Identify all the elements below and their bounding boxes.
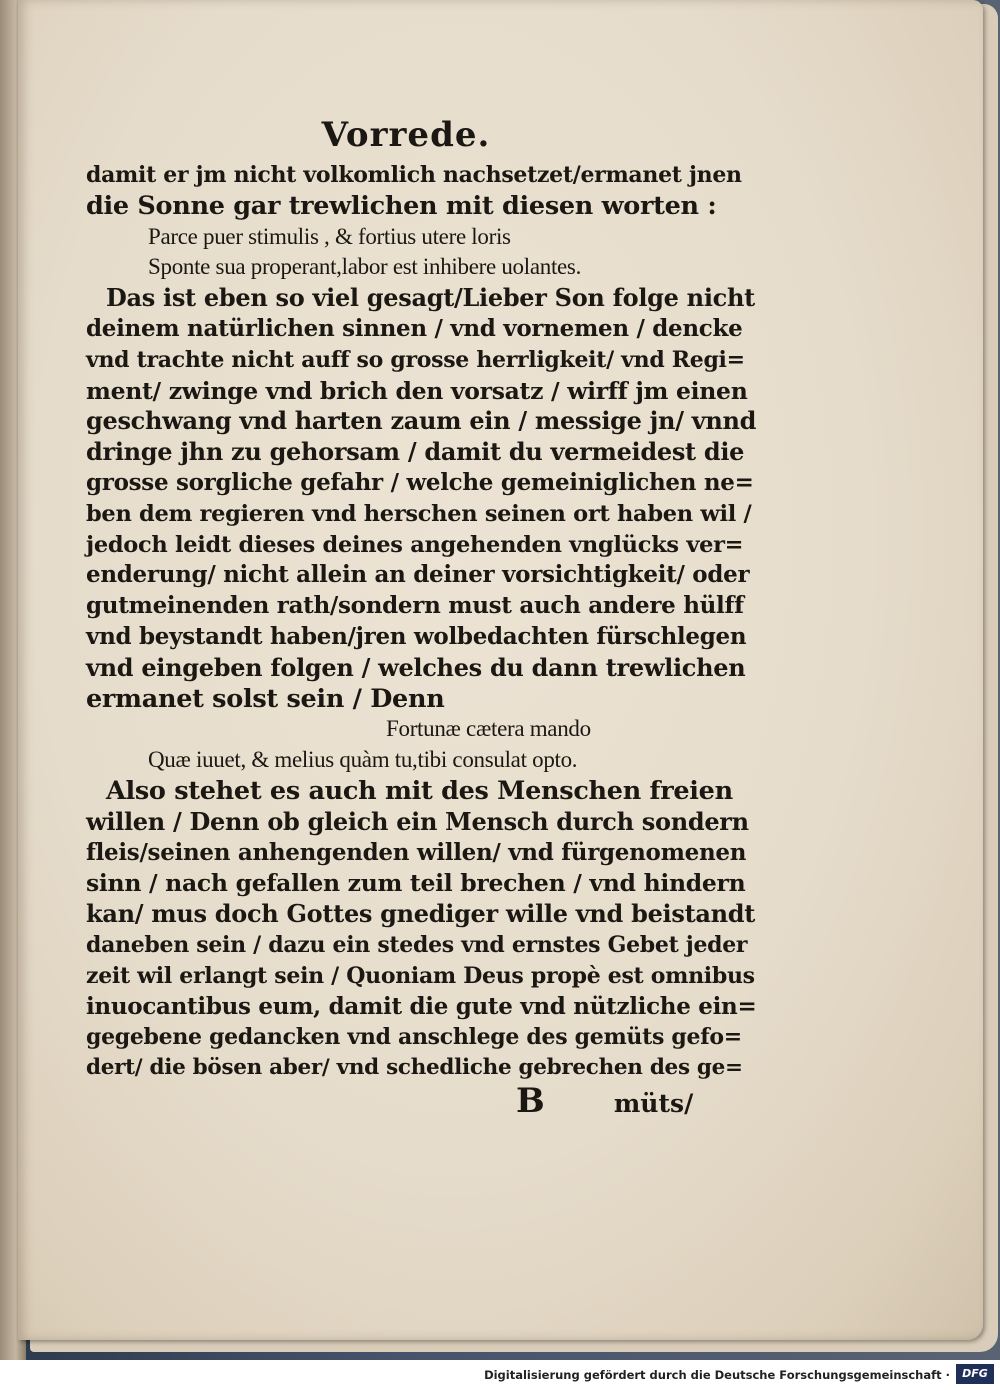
text-lines	[86, 160, 756, 1084]
text-line: die Sonne gar trewlichen mit diesen worten :	[86, 190, 717, 221]
text-line: dringe jhn zu gehorsam / damit du vermeidest die	[86, 437, 745, 467]
text-line: enderung/ nicht allein an deiner vorsichtigkeit/ oder	[86, 561, 750, 589]
text-line: daneben sein / dazu ein stedes vnd ernstes Gebet jeder	[86, 931, 748, 958]
text-line: Sponte sua properant,labor est inhibere uolantes.	[148, 254, 582, 280]
page-heading: Vorrede.	[321, 115, 491, 155]
book-page	[18, 0, 983, 1340]
text-line: ben dem regieren vnd herschen seinen ort haben wil /	[86, 500, 752, 527]
text-line: kan/ mus doch Gottes gnediger wille vnd beistandt	[86, 899, 756, 929]
text-line: ment/ zwinge vnd brich den vorsatz / wirff jm einen	[86, 376, 748, 405]
text-line: ermanet solst sein / Denn	[86, 683, 445, 714]
footer-bar	[0, 1360, 1000, 1390]
text-line: fleis/seinen anhengenden willen/ vnd fürgenomenen	[86, 838, 747, 866]
text-line: sinn / nach gefallen zum teil brechen / vnd hindern	[86, 869, 746, 898]
text-line: vnd beystandt haben/jren wolbedachten fürschlegen	[86, 622, 747, 650]
text-line: dert/ die bösen aber/ vnd schedliche gebrechen des ge=	[86, 1055, 743, 1081]
funding-credit: Digitalisierung gefördert durch die Deutsche Forschungsgemeinschaft ·	[484, 1368, 950, 1382]
text-line: deinem natürlichen sinnen / vnd vornemen / dencke	[86, 314, 743, 342]
text-line: grosse sorgliche gefahr / welche gemeiniglichen ne=	[86, 468, 754, 496]
text-line: gegebene gedancken vnd anschlege des gemüts gefo=	[86, 1024, 742, 1051]
text-line: willen / Denn ob gleich ein Mensch durch sondern	[86, 806, 749, 836]
text-line: damit er jm nicht volkomlich nachsetzet/ermanet jnen	[86, 162, 742, 188]
signature-mark: B	[516, 1080, 545, 1121]
text-line: inuocantibus eum, damit die gute vnd nützliche ein=	[86, 992, 757, 1020]
text-block	[86, 110, 757, 1121]
text-line: vnd eingeben folgen / welches du dann trewlichen	[86, 652, 746, 682]
signature-line	[86, 1080, 756, 1121]
text-line: Also stehet es auch mit des Menschen freien	[106, 775, 733, 806]
text-line: Parce puer stimulis , & fortius utere loris	[148, 223, 511, 249]
text-line: Das ist eben so viel gesagt/Lieber Son folge nicht	[106, 283, 755, 313]
text-line: Quæ iuuet, & melius quàm tu,tibi consulat opto.	[148, 747, 578, 773]
dfg-logo: DFG	[956, 1364, 994, 1384]
text-line: jedoch leidt dieses deines angehenden vnglücks ver=	[86, 531, 744, 558]
text-line: geschwang vnd harten zaum ein / messige jn/ vnnd	[86, 406, 757, 436]
text-line: Fortunæ cætera mando	[386, 716, 591, 742]
text-line: vnd trachte nicht auff so grosse herrligkeit/ vnd Regi=	[86, 346, 745, 373]
text-line: gutmeinenden rath/sondern must auch andere hülff	[86, 592, 744, 620]
catchword: müts/	[613, 1088, 694, 1118]
text-line: zeit wil erlangt sein / Quoniam Deus propè est omnibus	[86, 962, 755, 989]
